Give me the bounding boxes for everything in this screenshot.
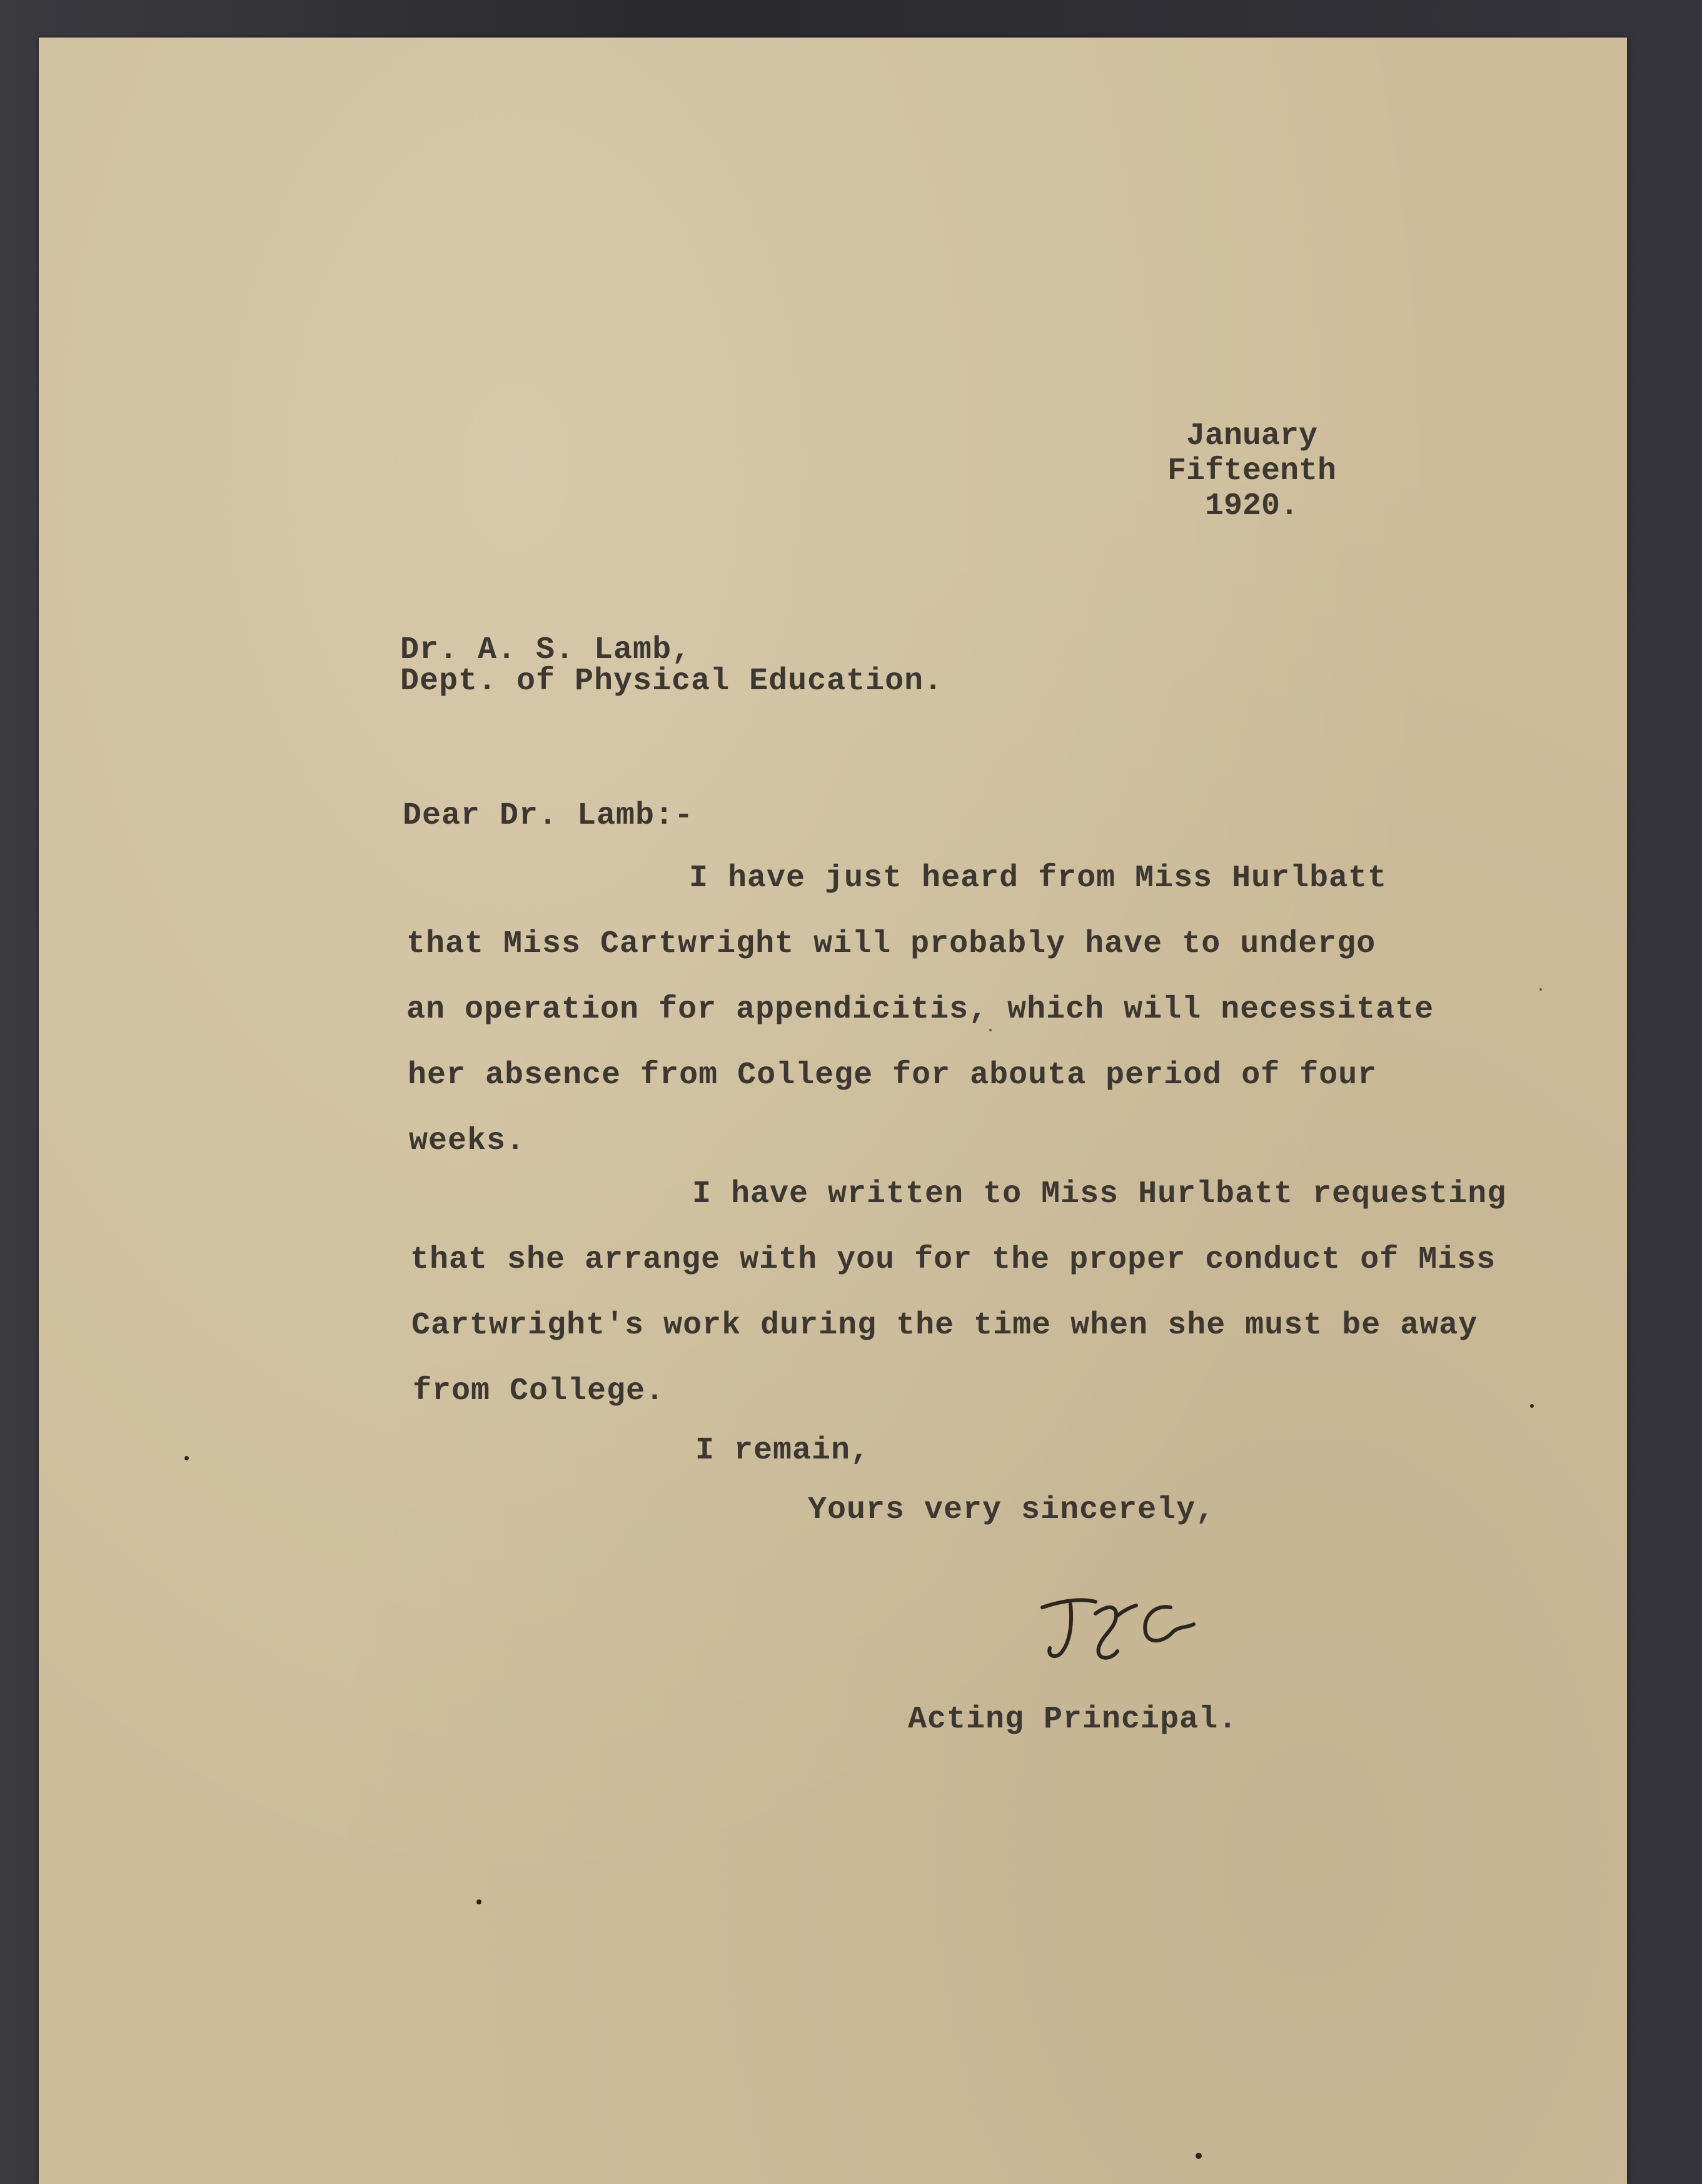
- paper-speck: [476, 1899, 481, 1904]
- paragraph2-line3: Cartwright's work during the time when she must be away: [411, 1308, 1478, 1343]
- paragraph2-line2: that she arrange with you for the proper conduct of Miss: [410, 1242, 1496, 1278]
- signer-title: Acting Principal.: [908, 1702, 1238, 1737]
- paragraph1-line2: that Miss Cartwright will probably have to undergo: [406, 926, 1376, 962]
- letter-page: [39, 38, 1627, 2184]
- paper-speck: [989, 1029, 992, 1031]
- paper-speck: [1539, 988, 1542, 991]
- paragraph2-line1: I have written to Miss Hurlbatt requesting: [692, 1176, 1507, 1212]
- date-year: 1920.: [1204, 488, 1299, 524]
- handwritten-signature: [1036, 1579, 1205, 1667]
- paragraph1-line3: an operation for appendicitis, which will necessitate: [406, 992, 1434, 1028]
- paper-speck: [1196, 2153, 1202, 2159]
- letter-date: [1120, 419, 1383, 524]
- recipient-name: Dr. A. S. Lamb,: [400, 632, 692, 668]
- paper-speck: [1530, 1404, 1534, 1408]
- paragraph1-line1: I have just heard from Miss Hurlbatt: [689, 861, 1387, 896]
- paragraph2-line4: from College.: [413, 1373, 665, 1409]
- closing-sincerely: Yours very sincerely,: [808, 1492, 1216, 1528]
- paragraph1-line4: her absence from College for abouta period of four: [408, 1058, 1377, 1093]
- date-month: January: [1186, 418, 1318, 454]
- recipient-department: Dept. of Physical Education.: [400, 664, 944, 699]
- paper-speck: [184, 1456, 189, 1460]
- salutation: Dear Dr. Lamb:-: [403, 798, 694, 834]
- date-day: Fifteenth: [1167, 453, 1337, 489]
- closing-remain: I remain,: [695, 1433, 870, 1469]
- paragraph1-line5: weeks.: [409, 1123, 526, 1159]
